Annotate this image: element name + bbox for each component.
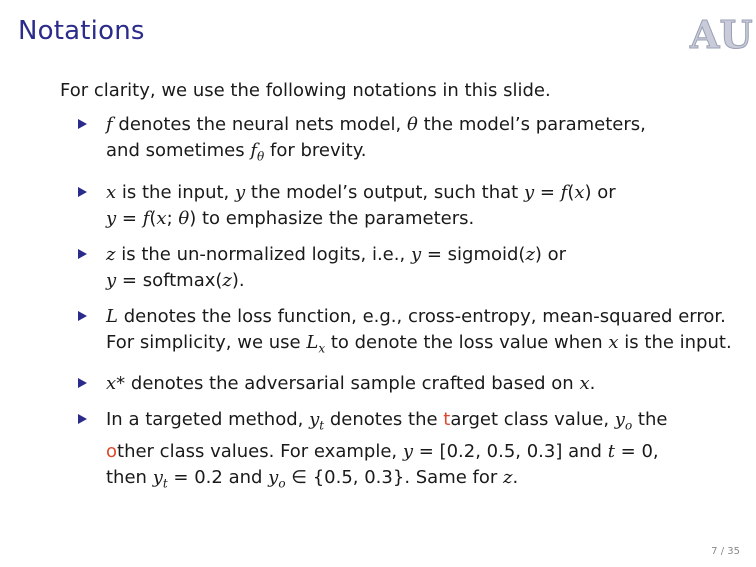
bullet-triangle-icon bbox=[78, 119, 87, 129]
bullet-triangle-icon bbox=[78, 249, 87, 259]
slide-title: Notations bbox=[18, 16, 145, 46]
bullet-item-3: z is the un-normalized logits, i.e., y = sigmoid(z) or y = softmax(z). bbox=[78, 242, 738, 294]
bullet-triangle-icon bbox=[78, 187, 87, 197]
page-number: 7 / 35 bbox=[711, 546, 740, 557]
bullet-item-5: x* denotes the adversarial sample crafted based on x. bbox=[78, 371, 738, 397]
bullet-list bbox=[78, 112, 738, 496]
bullet-triangle-icon bbox=[78, 378, 87, 388]
bullet-item-2: x is the input, y the model’s output, such that y = f(x) or y = f(x; θ) to emphasize the parameters. bbox=[78, 180, 738, 232]
auburn-logo-icon bbox=[686, 10, 753, 57]
other-highlight: o bbox=[106, 440, 118, 462]
bullet-item-4: L denotes the loss function, e.g., cross-entropy, mean-squared error. For simplicity, we use $L_x$ to denote the loss value when x is the input. bbox=[78, 304, 738, 362]
bullet-triangle-icon bbox=[78, 311, 87, 321]
target-highlight: t bbox=[443, 409, 451, 431]
intro-text: For clarity, we use the following notations in this slide. bbox=[60, 80, 551, 101]
bullet-item-1: f denotes the neural nets model, θ the model’s parameters, and sometimes $f_\theta$ for brevity. bbox=[78, 112, 738, 170]
bullet-triangle-icon bbox=[78, 414, 87, 424]
logo-text: AU bbox=[690, 12, 753, 57]
bullet-item-6: In a targeted method, $y_t$ denotes the target class value, $y_o$ the other class values. For example, y = [0.2, 0.5, 0.3] and t = 0, then $y_t = 0.2$ and $y_o$ ∈ {0.5, 0.3}. Same for z. bbox=[78, 407, 738, 496]
